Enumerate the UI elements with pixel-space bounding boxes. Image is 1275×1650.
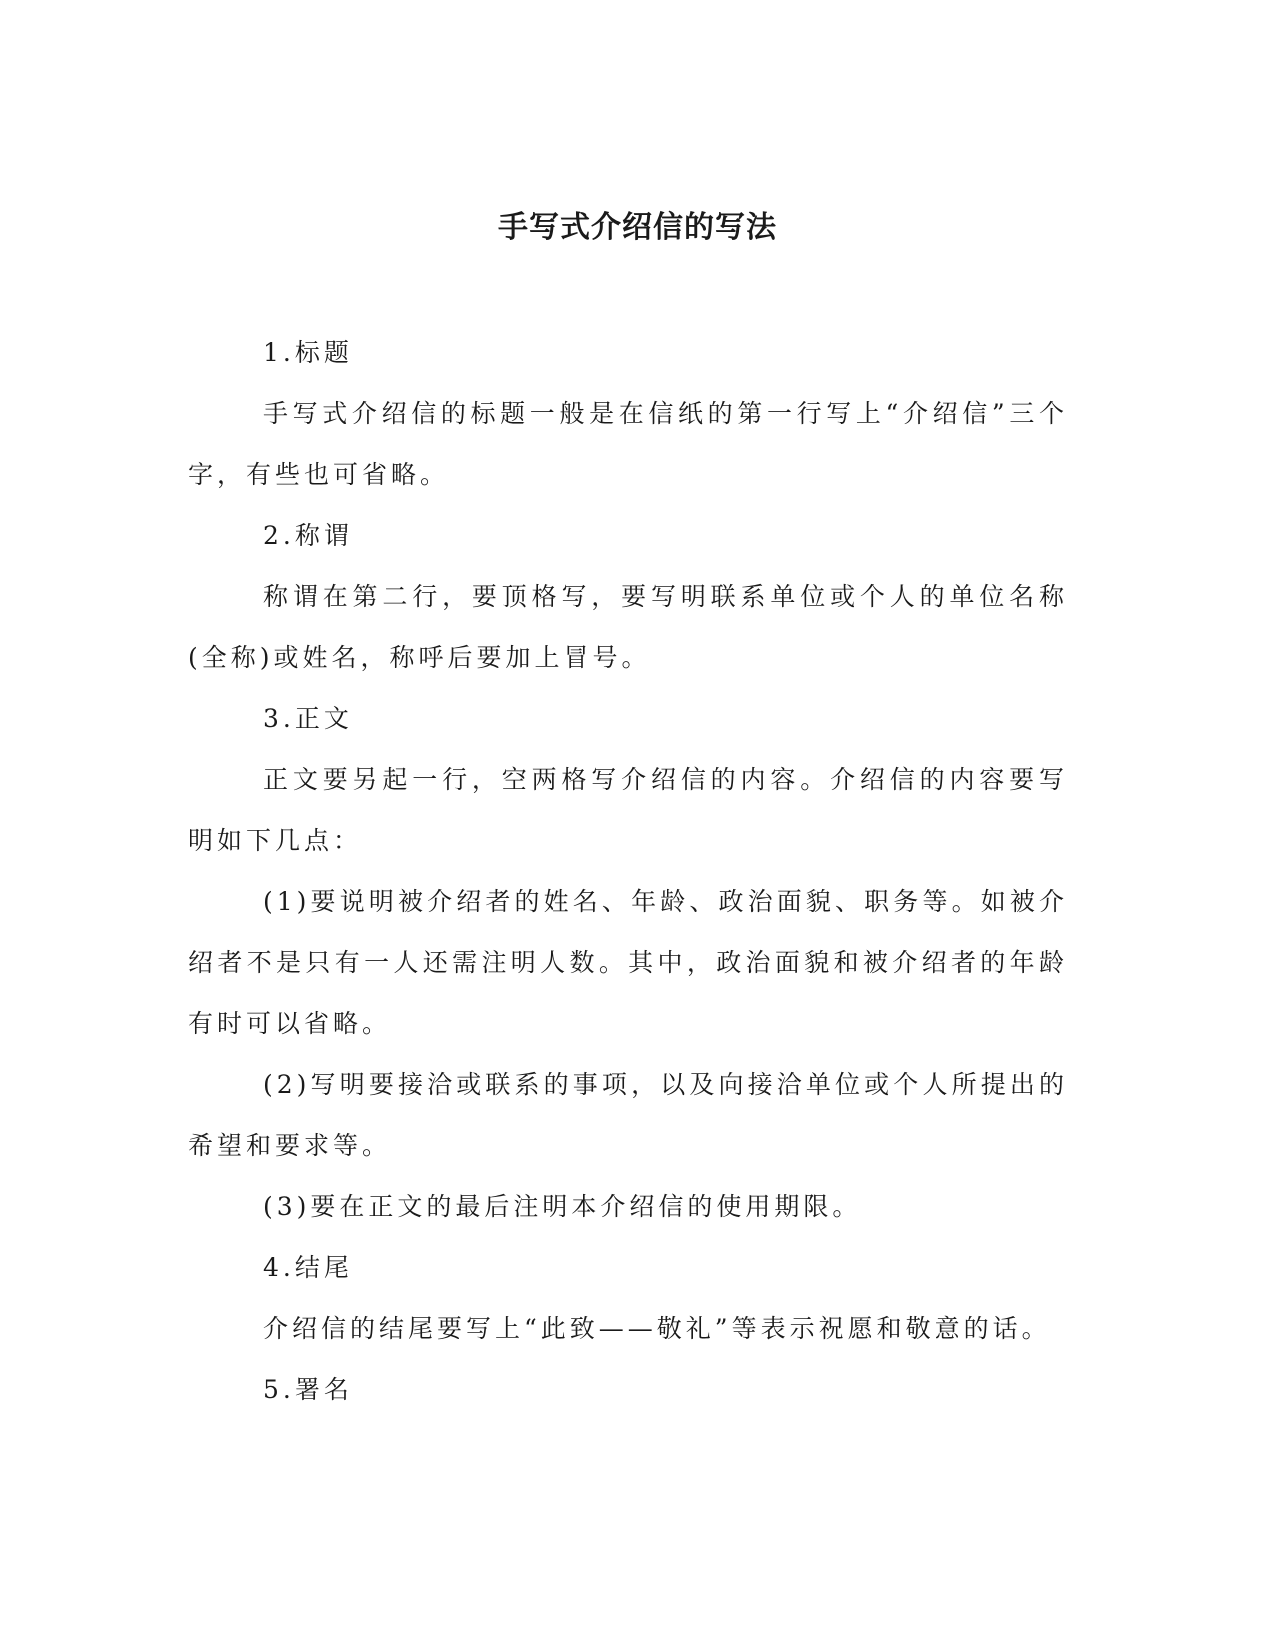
document-title: 手写式介绍信的写法 bbox=[498, 210, 777, 245]
paragraph-body-point-3: (3)要在正文的最后注明本介绍信的使用期限。 bbox=[263, 1192, 862, 1221]
paragraph-salutation-description: 称谓在第二行，要顶格写，要写明联系单位或个人的单位名称(全称)或姓名，称呼后要加上冒号。 bbox=[188, 582, 1068, 672]
paragraph-body-point-2: (2)写明要接洽或联系的事项，以及向接洽单位或个人所提出的希望和要求等。 bbox=[188, 1070, 1068, 1160]
section-heading-body: 3.正文 bbox=[263, 704, 353, 733]
section-heading-salutation: 2.称谓 bbox=[263, 521, 353, 550]
section-heading-closing: 4.结尾 bbox=[263, 1253, 353, 1282]
paragraph-body-point-1: (1)要说明被介绍者的姓名、年龄、政治面貌、职务等。如被介绍者不是只有一人还需注明人数。其中，政治面貌和被介绍者的年龄有时可以省略。 bbox=[188, 887, 1068, 1038]
section-heading-title: 1.标题 bbox=[263, 338, 353, 367]
paragraph-closing-description: 介绍信的结尾要写上“此致——敬礼”等表示祝愿和敬意的话。 bbox=[263, 1314, 1051, 1343]
section-heading-signature: 5.署名 bbox=[263, 1375, 353, 1404]
document-body bbox=[188, 322, 1068, 1420]
paragraph-title-description: 手写式介绍信的标题一般是在信纸的第一行写上“介绍信”三个字，有些也可省略。 bbox=[188, 399, 1068, 489]
paragraph-body-description: 正文要另起一行，空两格写介绍信的内容。介绍信的内容要写明如下几点： bbox=[188, 765, 1068, 855]
